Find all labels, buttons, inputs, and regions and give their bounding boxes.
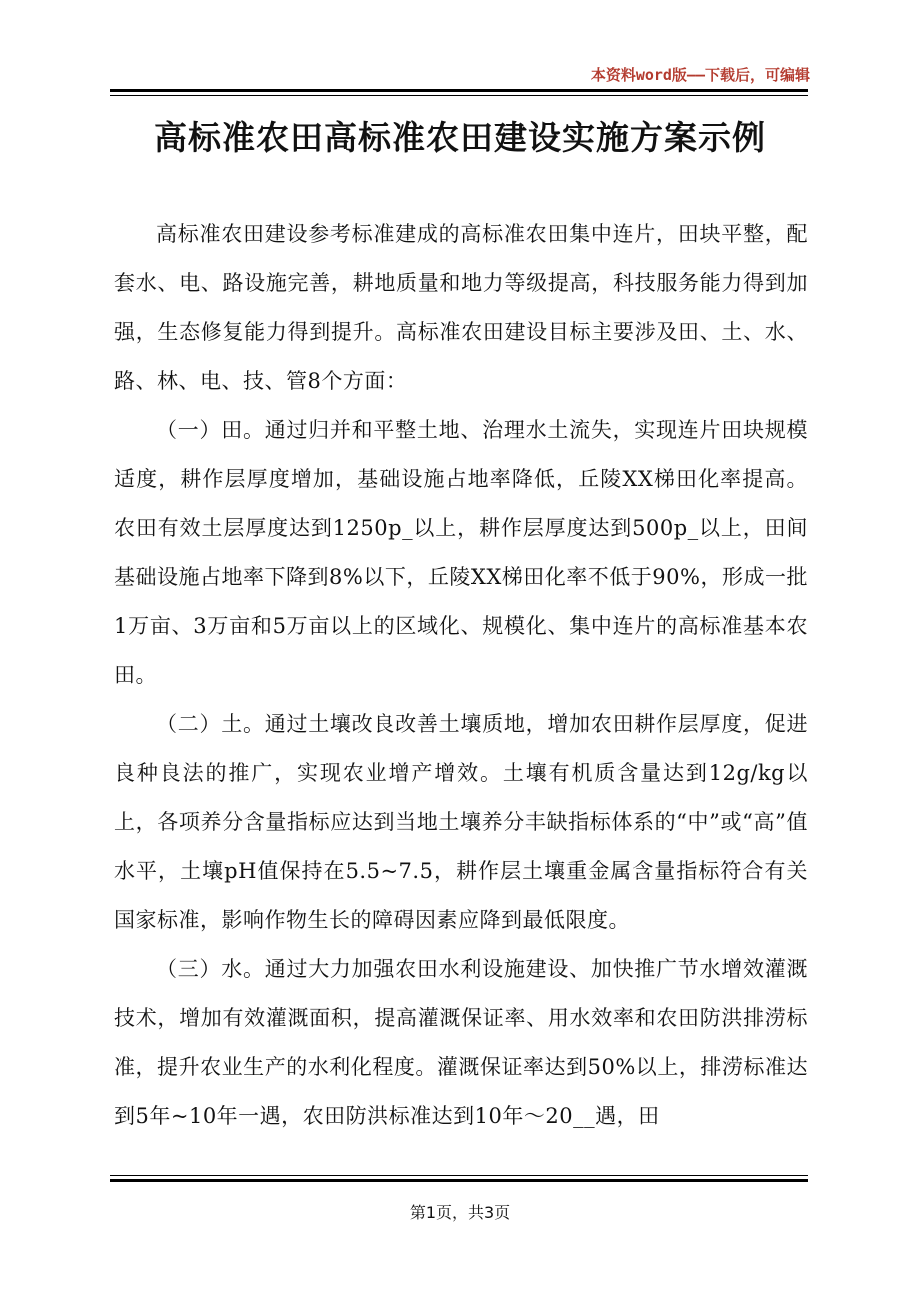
paragraph-soil: （二）土。通过土壤改良改善土壤质地，增加农田耕作层厚度，促进良种良法的推广，实现农业增产增效。土壤有机质含量达到12g/kg以上，各项养分含量指标应达到当地土壤养分丰缺指标体系的“中”或“高”值水平，土壤pH值保持在5.5~7.5，耕作层土壤重金属含量指标符合有关国家标准，影响作物生长的障碍因素应降到最低限度。 [114, 712, 808, 932]
document-title: 高标准农田高标准农田建设实施方案示例 [154, 118, 766, 157]
document-body [114, 210, 808, 1141]
footer-rule-thin [110, 1175, 808, 1176]
header-note: 本资料word版——下载后，可编辑 [590, 66, 810, 84]
page-number: 第1页，共3页 [409, 1203, 511, 1222]
header-rule-thick [110, 89, 808, 92]
header-rule-thin [110, 95, 808, 96]
footer-rule-thick [110, 1179, 808, 1182]
paragraph-field: （一）田。通过归并和平整土地、治理水土流失，实现连片田块规模适度，耕作层厚度增加，基础设施占地率降低，丘陵XX梯田化率提高。农田有效土层厚度达到1250p_以上，耕作层厚度达到500p_以上，田间基础设施占地率下降到8%以下，丘陵XX梯田化率不低于90%，形成一批1万亩、3万亩和5万亩以上的区域化、规模化、集中连片的高标准基本农田。 [114, 418, 808, 687]
paragraph-water: （三）水。通过大力加强农田水利设施建设、加快推广节水增效灌溉技术，增加有效灌溉面积，提高灌溉保证率、用水效率和农田防洪排涝标准，提升农业生产的水利化程度。灌溉保证率达到50%以上，排涝标准达到5年~10年一遇，农田防洪标准达到10年～20__遇，田 [114, 957, 808, 1128]
paragraph-intro: 高标准农田建设参考标准建成的高标准农田集中连片，田块平整，配套水、电、路设施完善，耕地质量和地力等级提高，科技服务能力得到加强，生态修复能力得到提升。高标准农田建设目标主要涉及田、土、水、路、林、电、技、管8个方面： [114, 222, 808, 393]
